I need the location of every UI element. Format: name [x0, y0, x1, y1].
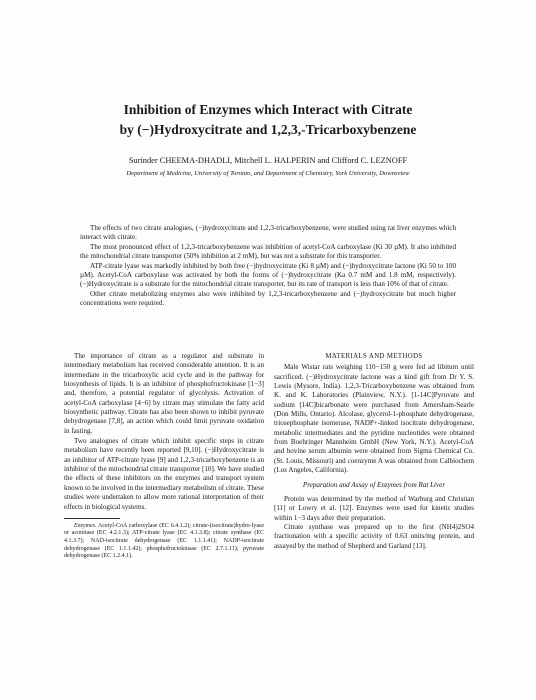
methods-paragraph-1: Male Wistar rats weighing 110−150 g were fed ad libitum until sacrificed. (−)Hydroxycitrate lactone was a kind gift from Dr Y. S. Lewis (Mysore, India). 1,2,3-Tricarboxybenzene was obtained from K. and K. Laboratories (Plainview, N.Y.). [1-14C]Pyruvate and sodium [14C]bicarbonate were purchased from Amersham-Searle (Don Mills, Ontario). Alcolase, glycerol-1-phosphate dehydrogenase, triosephosphate isomerase, NADP+-linked isocitrate dehydrogenase, metabolic intermediates and the pyridine nucleotides were obtained from Boehringer Mannheim GmbH (New York, N.Y.). Acetyl-CoA and bovine serum albumin were obtained from Sigma Chemical Co. (St. Louis, Missouri) and coenzyme A was obtained from Calbiochem (Los Angeles, California). — [274, 363, 474, 475]
left-column — [64, 352, 264, 562]
subsection-heading: Preparation and Assay of Enzymes from Rat Liver — [302, 481, 446, 490]
footnote-enzymes — [64, 523, 264, 561]
author-list: Surinder CHEEMA-DHADLI, Mitchell L. HALPERIN and Clifford C. LEZNOFF — [128, 156, 408, 165]
footnote-rule — [64, 518, 120, 519]
abstract-paragraph-1: The effects of two citrate analogues, (−)hydroxycitrate and 1,2,3-tricarboxybenzene, were studied using rat liver enzymes which interact with citrate. — [80, 224, 456, 242]
title-line-2: by (−)Hydroxycitrate and 1,2,3,-Tricarboxybenzene — [119, 121, 417, 137]
footnote-text: Acetyl-CoA carboxylase (EC 6.4.1.2); citrate-(isocitrate)hydro-lyase or aconitase (EC 4.2.1.3); ATP-citrate lyase (EC 4.1.3.8); citrate synthase (EC 4.1.3.7); NAD-isocitrate dehydrogenase (EC 1.1.1.41); NADP-isocitrate dehydrogenase (EC 1.1.1.42); phosphofructokinase (EC 2.7.1.11); pyruvate dehydrogenase (EC 1.2.4.1). — [64, 522, 264, 560]
section-heading: MATERIALS AND METHODS — [325, 353, 423, 360]
paper-title — [60, 100, 476, 139]
affiliation: Department of Medicine, University of Toronto, and Department of Chemistry, York University, Downsview — [126, 170, 410, 177]
abstract-paragraph-4: Other citrate metabolizing enzymes also were inhibited by 1,2,3-tricarboxybenzene and (−)hydroxycitrate but much higher concentrations were required. — [80, 289, 456, 308]
abstract-paragraph-2: The most pronounced effect of 1,2,3-tricarboxybenzene was inhibition of acetyl-CoA carboxylase (Ki 30 µM). It also inhibited the mitochondrial citrate transporter (50% inhibition at 2 mM), but was not a substrate for this transporter. — [80, 242, 456, 261]
abstract — [80, 224, 456, 309]
title-line-1: Inhibition of Enzymes which Interact with Citrate — [123, 102, 413, 117]
intro-paragraph-1: The importance of citrate as a regulator and substrate in intermediary metabolism has received considerable attention. It is an intermediate in the tricarboxylic acid cycle and in the pathway for biosynthesis of lipids. It is an inhibitor of phosphofructokinase [1−3] and, therefore, a potential regulator of glycolysis. Activation of acetyl-CoA carboxylase [4−6] by citrate may stimulate the fatty acid biosynthetic pathway. Citrate has also been shown to inhibit pyruvate dehydrogenase [7,8], an action which could limit pyruvate oxidation in fasting. — [64, 352, 264, 435]
right-column — [274, 352, 474, 551]
subsection-paragraph-2: Citrate synthase was prepared up to the first (NH4)2SO4 fractionation with a specific activity of 0.63 units/mg protein, and assayed by the method of Shepherd and Garland [13]. — [274, 522, 474, 550]
intro-paragraph-2: Two analogues of citrate which inhibit specific steps in citrate metabolism have recently been reported [9,10]. (−)Hydroxycitrate is an inhibitor of ATP-citrate lyase [9] and 1,2,3-tricarboxybenzene is an inhibitor of the mitochondrial citrate transporter [10]. We have studied the effects of these inhibitors on the enzymes and transport system known to be involved in the intermediary metabolism of citrate. These studies were undertaken to allow more rational interpretation of their effects in biological systems. — [64, 437, 264, 511]
abstract-paragraph-3: ATP-citrate lyase was markedly inhibited by both free (−)hydroxycitrate (Ki 8 µM) and (−)hydroxycitrate lactone (Ki 50 to 100 µM). Acetyl-CoA carboxylase was activated by both the forms of (−)hydroxycitrate (Ka 0.7 mM and 1.8 mM, respectively). (−)Hydroxycitrate is a substrate for the mitochondrial citrate transporter, but its rate of transport is less than 10% of that of citrate. — [80, 261, 456, 289]
footnote-label: Enzymes. — [74, 522, 97, 529]
subsection-paragraph-1: Protein was determined by the method of Warburg and Christian [11] or Lowry et al. [12]. Enzymes were used for kinetic studies within 1−3 days after their preparation. — [274, 494, 474, 522]
